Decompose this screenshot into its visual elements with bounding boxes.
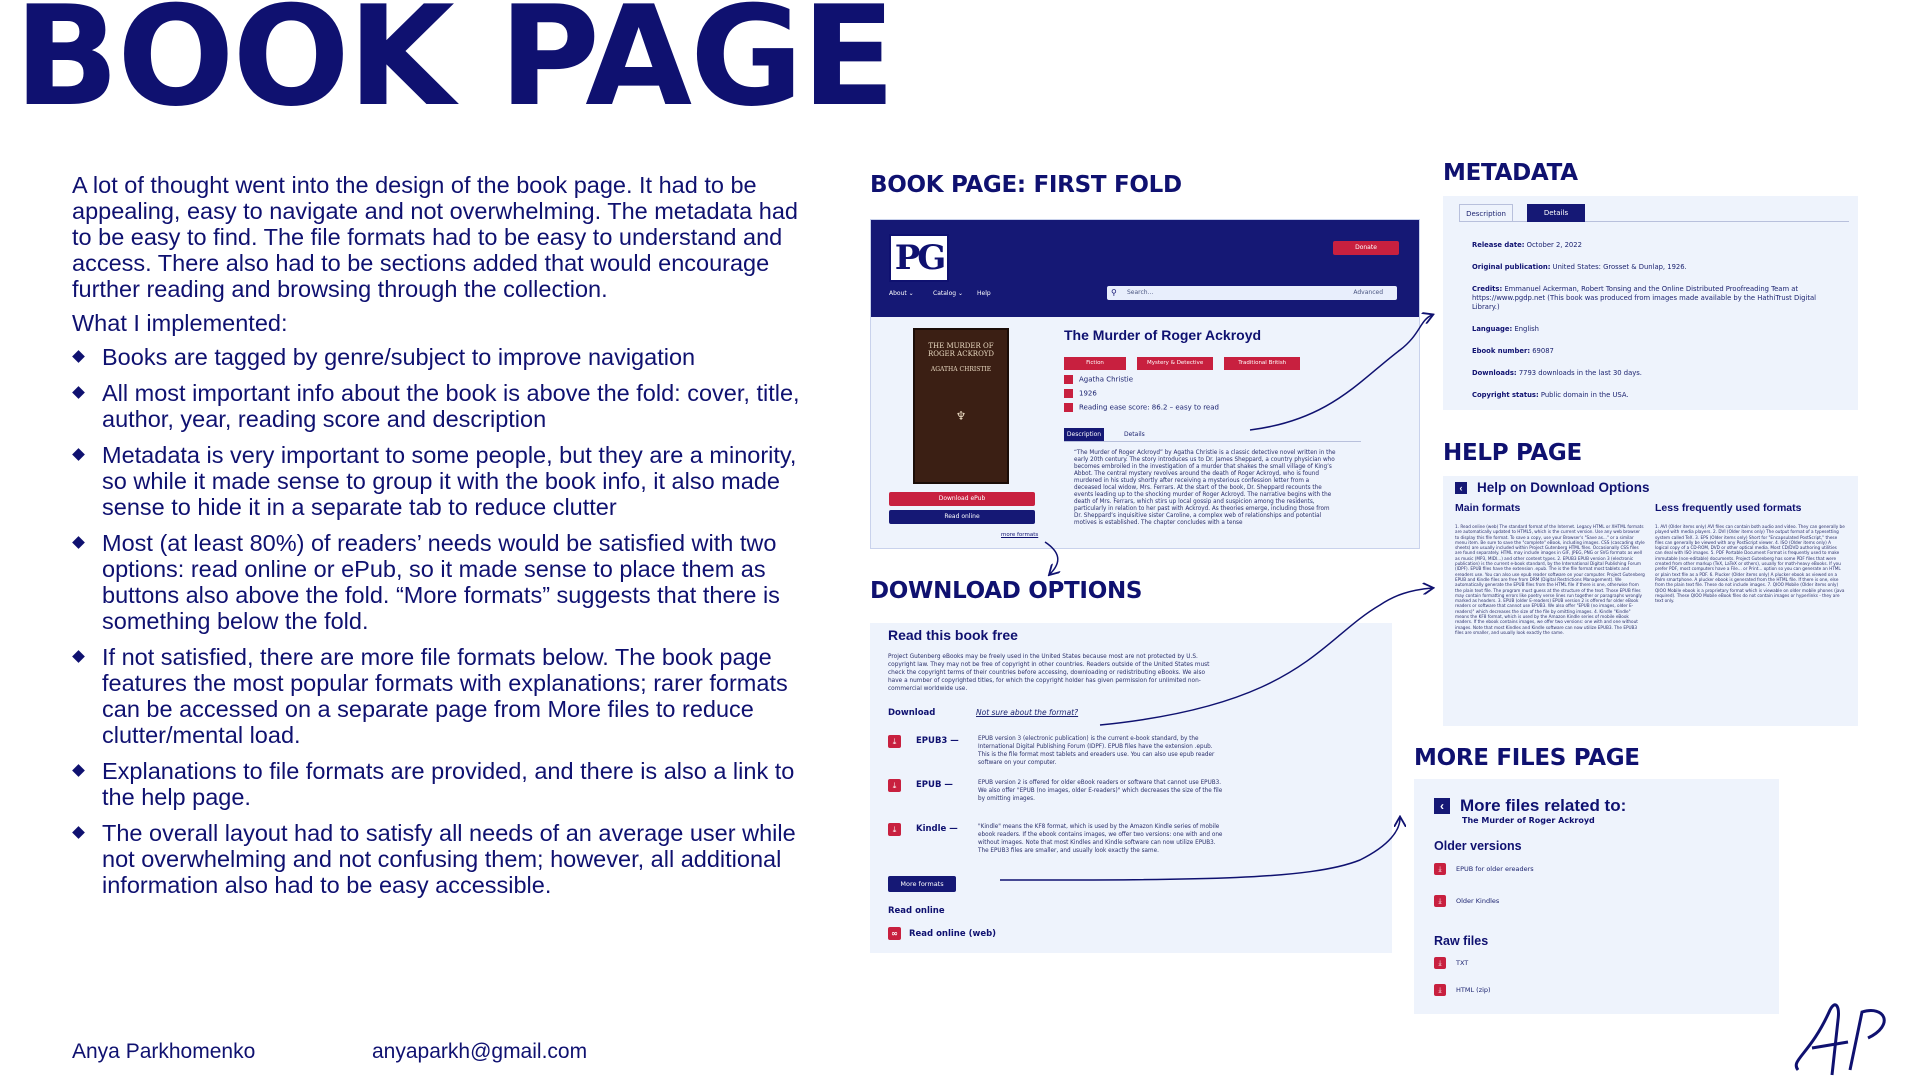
more-files-subtitle: The Murder of Roger Ackroyd	[1462, 816, 1595, 825]
reading-score-icon	[1064, 403, 1073, 412]
file-link-html-zip[interactable]: ⤓ HTML (zip)	[1434, 984, 1491, 997]
download-icon: ⤓	[888, 735, 901, 748]
author-icon	[1064, 375, 1073, 384]
section-heading-metadata: METADATA	[1443, 160, 1578, 186]
author-name: Anya Parkhomenko	[72, 1040, 256, 1063]
download-intro: Project Gutenberg eBooks may be freely used in the United States because most are not protected by U.S. copyright law. They may not be free of copyright in other countries. Readers outside of the United States must check the copyright terms of their countries before accessing, downloading or redistributing eBooks. We also have a number of copyrighted titles, for which the copyright holder has given permission for unlimited non-commercial worldwide use.	[888, 654, 1210, 692]
download-icon: ⤓	[888, 823, 901, 836]
list-item: All most important info about the book is above the fold: cover, title, author, year, reading score and description	[72, 380, 817, 432]
format-help-link[interactable]: Not sure about the format?	[976, 708, 1079, 717]
nav-catalog[interactable]: Catalog ⌄	[933, 290, 963, 297]
tag-british[interactable]: Traditional British	[1224, 357, 1300, 370]
metadata-row: Downloads: 7793 downloads in the last 30 days.	[1472, 369, 1642, 377]
section-heading-more-files: MORE FILES PAGE	[1414, 745, 1640, 771]
less-formats-heading: Less frequently used formats	[1655, 502, 1802, 514]
back-arrow-icon[interactable]: ‹	[1455, 482, 1467, 494]
nav-help[interactable]: Help	[977, 290, 991, 297]
tag-fiction[interactable]: Fiction	[1064, 357, 1126, 370]
less-formats-text: 1. AVI (Older items only) AVI files can contain both audio and video. They can generally be played with media players. 2. DVI (Older items only) The output format of a typesetting system called TeX. 3. EPS (Older items only) Short for "Encapsulated PostScript," these files can generally be viewed with any PostScript viewer. 4. ISO (Older items only) A logical copy of a CD-ROM, DVD or other optical media. Most CD/DVD authoring utilities can deal with ISO images. 5. PDF Portable Document Format is frequently used to make immutable (non-editable) documents. Project Gutenberg has some PDF files that were created from other markup (TeX, LaTeX or others), usually for math-heavy eBooks. If you prefer PDF, most computers have a File... or Print... option so you can generate an HTML or plain text file as a PDF. 6. Plucker (Older items only) A plucker ebook as viewed on a Palm smartphone. A plucker ebook is generated from the HTML file. If there is one, else from the plain text file. These do not include images. 7. QIOO Mobile (Older items only) QIOO Mobile ebook is a proprietary format which is viewable on older mobile phones (java required). These QIOO Mobile eBook files do not contain images or hyperlinks - they are text only.	[1655, 524, 1845, 604]
read-online-web-link[interactable]: ∞ Read online (web)	[888, 927, 996, 940]
more-formats-button[interactable]: More formats	[888, 876, 956, 892]
raw-files-heading: Raw files	[1434, 934, 1489, 948]
diamond-bullet-icon	[72, 448, 85, 461]
diamond-bullet-icon	[72, 826, 85, 839]
nav-about[interactable]: About ⌄	[889, 290, 914, 297]
advanced-search-link[interactable]: Advanced	[1353, 289, 1383, 296]
book-title: The Murder of Roger Ackroyd	[1064, 327, 1262, 343]
download-icon: ⤓	[1434, 895, 1446, 907]
file-link-txt[interactable]: ⤓ TXT	[1434, 957, 1468, 970]
donate-button[interactable]: Donate	[1333, 241, 1399, 255]
tab-details[interactable]: Details	[1527, 204, 1585, 222]
list-item: The overall layout had to satisfy all needs of an average user while not overwhelming and not confusing them; however, all additional information also had to be easy accessible.	[72, 820, 817, 898]
cover-emblem-icon: ♆	[955, 409, 967, 423]
metadata-tabs	[1459, 204, 1849, 222]
list-item: Explanations to file formats are provided, and there is also a link to the help page.	[72, 758, 817, 810]
tab-description[interactable]: Description	[1064, 428, 1104, 441]
metadata-panel	[1443, 196, 1858, 410]
list-item: If not satisfied, there are more file formats below. The book page features the most popular formats with explanations; rarer formats can be accessed on a separate page from More files to reduce clutter/mental load.	[72, 644, 817, 748]
metadata-details	[1472, 241, 1817, 413]
intro-text	[72, 172, 817, 908]
download-icon: ⤓	[1434, 863, 1446, 875]
author-email: anyaparkh@gmail.com	[372, 1040, 588, 1063]
list-item: Books are tagged by genre/subject to improve navigation	[72, 344, 817, 370]
diamond-bullet-icon	[72, 386, 85, 399]
download-icon: ⤓	[1434, 957, 1446, 969]
reading-ease-row: Reading ease score: 86.2 – easy to read	[1064, 403, 1219, 412]
metadata-row: Copyright status: Public domain in the USA.	[1472, 391, 1629, 399]
more-formats-link[interactable]: more formats	[1001, 532, 1039, 538]
metadata-row: Credits: Emmanuel Ackerman, Robert Tonsing and the Online Distributed Proofreading Team at https://www.pgdp.net (This book was produced from images made available by the HathiTrust Digital Library.)	[1472, 285, 1817, 311]
ap-monogram-logo-icon	[1790, 1000, 1900, 1080]
section-heading-help: HELP PAGE	[1443, 440, 1582, 466]
download-icon: ⤓	[1434, 984, 1446, 996]
link-icon: ∞	[888, 927, 901, 940]
download-item-kindle[interactable]: ⤓ Kindle — "Kindle" means the KF8 format, which is used by the Amazon Kindle series of mobile ebook readers. If the ebook contains images, we offer two versions: one with and one without images. Note that most Kindles and Kindle software can now utilize EPUB3. The EPUB3 files are smaller, and usually look exactly the same.	[888, 823, 1368, 863]
calendar-icon	[1064, 389, 1073, 398]
list-item: Most (at least 80%) of readers’ needs would be satisfied with two options: read online or ePub, so it made sense to place them as buttons also above the fold. “More formats” suggests that there is something below the fold.	[72, 530, 817, 634]
more-files-title: ‹ More files related to:	[1434, 796, 1626, 816]
file-link-older-kindles[interactable]: ⤓ Older Kindles	[1434, 895, 1499, 908]
metadata-row: Language: English	[1472, 325, 1539, 333]
tab-description[interactable]: Description	[1459, 204, 1513, 222]
author-row: Agatha Christie	[1064, 375, 1133, 384]
first-fold-mockup	[870, 219, 1420, 549]
download-item-epub3[interactable]: ⤓ EPUB3 — EPUB version 3 (electronic publication) is the current e-book standard, by the International Digital Publishing Forum (IDPF). EPUB files have the extension .epub. This is the file format most tablets and ereaders use. You can also use epub reader software on your computer.	[888, 735, 1368, 775]
file-link-epub-older[interactable]: ⤓ EPUB for older ereaders	[1434, 863, 1534, 876]
main-formats-heading: Main formats	[1455, 502, 1521, 514]
read-online-label: Read online	[888, 906, 945, 916]
intro-paragraph: A lot of thought went into the design of the book page. It had to be appealing, easy to navigate and not overwhelming. The metadata had to be easy to find. The file formats had to be easy to understand and access. There also had to be sections added that would encourage further reading and browsing through the collection.	[72, 172, 798, 302]
main-formats-text: 1. Read online (web) The standard format of the Internet. Legacy HTML or XHTML formats are automatically updated to HTML5, which is the current version. Use any web browser to display this file format. To save a copy, use your Browser's "Save as..." or a similar menu item. Be sure to save the "complete" eBook, including images. CSS (cascading style sheets) are usually included within Project Gutenberg HTML files. Occasionally CSS files are found separately. HTML may include images in GIF, JPEG, PNG or SVG formats as well as music (MP3, MIDI...) and other content types. 2. EPUB3 EPUB version 3 (electronic publication) is the current e-book standard, by the International Digital Publishing Forum (IDPF). EPUB files have the extension .epub. The is the file format most tablets and ereaders use. You can also use epub reader software on your computer. Project Gutenberg EPUB and Kindle files are free from DRM (Digital Restrictions Management). We automatically generate the EPUB files from the HTML file if there is one, otherwise from the plain text file. The program must guess at the structure of the text. Those EPUB files may contain formatting errors like poetry verse lines run together or paragraphs wrongly marked as headers. 3. EPUB (older E-readers) EPUB version 2 is offered for older eBook readers or software that cannot use EPUB3. We also offer "EPUB (no images, older E-readers)" which decreases the size of the file by omitting images. 4. Kindle "Kindle" means the KF8 format, which is used by the Amazon Kindle series of mobile eBook readers. If the ebook contains images, we offer two versions: one with and one without images. Note that most Kindles and Kindle software can now utilize EPUB3. The EPUB3 files are smaller, and usually look exactly the same.	[1455, 524, 1645, 635]
download-icon: ⤓	[888, 779, 901, 792]
pg-logo[interactable]: PG	[889, 234, 949, 282]
search-input[interactable]: ⚲ Search... Advanced	[1107, 286, 1397, 300]
diamond-bullet-icon	[72, 350, 85, 363]
tag-mystery[interactable]: Mystery & Detective	[1137, 357, 1213, 370]
download-item-epub[interactable]: ⤓ EPUB — EPUB version 2 is offered for older eBook readers or software that cannot use EPUB3. We also offer "EPUB (no images, older E-readers)" which decreases the size of the file by omitting images.	[888, 779, 1368, 819]
page-title: BOOK PAGE	[14, 0, 894, 137]
back-arrow-icon[interactable]: ‹	[1434, 798, 1450, 814]
implementation-list	[72, 344, 817, 898]
book-cover: THE MURDER OF ROGER ACKROYD AGATHA CHRISTIE ♆	[913, 328, 1009, 484]
diamond-bullet-icon	[72, 536, 85, 549]
search-icon: ⚲	[1111, 288, 1117, 297]
download-epub-button[interactable]: Download ePub	[889, 492, 1035, 506]
diamond-bullet-icon	[72, 650, 85, 663]
book-tabs	[1064, 428, 1361, 442]
section-heading-download: DOWNLOAD OPTIONS	[870, 578, 1143, 604]
help-title: ‹ Help on Download Options	[1455, 480, 1650, 495]
year-row: 1926	[1064, 389, 1097, 398]
metadata-row: Ebook number: 69087	[1472, 347, 1554, 355]
download-title: Read this book free	[888, 627, 1018, 643]
site-header	[871, 220, 1419, 317]
download-options-panel	[870, 623, 1392, 953]
implemented-label: What I implemented:	[72, 310, 288, 336]
metadata-row: Release date: October 2, 2022	[1472, 241, 1582, 249]
book-description: “The Murder of Roger Ackroyd” by Agatha Christie is a classic detective novel written in the early 20th century. The story introduces us to Dr. James Sheppard, a country physician who becomes embroiled in the investigation of a murder that shakes the small village of King’s Abbot. The central mystery revolves around the death of Roger Ackroyd, who is found murdered in his study shortly after receiving a mysterious confession letter from a deceased local widow, Mrs. Ferrars. At the start of the book, Dr. Sheppard recounts the events leading up to the shocking murder of Roger Ackroyd. The narrative begins with the death of Mrs. Ferrars, which stirs up local gossip and suspicion among the residents, particularly in relation to her past with Ackroyd. As theories emerge, including those from Dr. Sheppard’s inquisitive sister Caroline, a complex web of relationships and potential motives is established. The chapter concludes with a tense	[1074, 450, 1336, 526]
more-files-panel	[1414, 779, 1779, 1014]
list-item: Metadata is very important to some people, but they are a minority, so while it made sense to group it with the book info, it also made sense to hide it in a separate tab to reduce clutter	[72, 442, 817, 520]
diamond-bullet-icon	[72, 764, 85, 777]
older-versions-heading: Older versions	[1434, 839, 1522, 853]
genre-tags	[1064, 349, 1306, 370]
read-online-button[interactable]: Read online	[889, 510, 1035, 524]
help-page-panel	[1443, 476, 1858, 726]
section-heading-first-fold: BOOK PAGE: FIRST FOLD	[870, 172, 1182, 198]
metadata-row: Original publication: United States: Grosset & Dunlap, 1926.	[1472, 263, 1687, 271]
download-label: Download	[888, 708, 936, 718]
tab-details[interactable]: Details	[1124, 431, 1145, 438]
